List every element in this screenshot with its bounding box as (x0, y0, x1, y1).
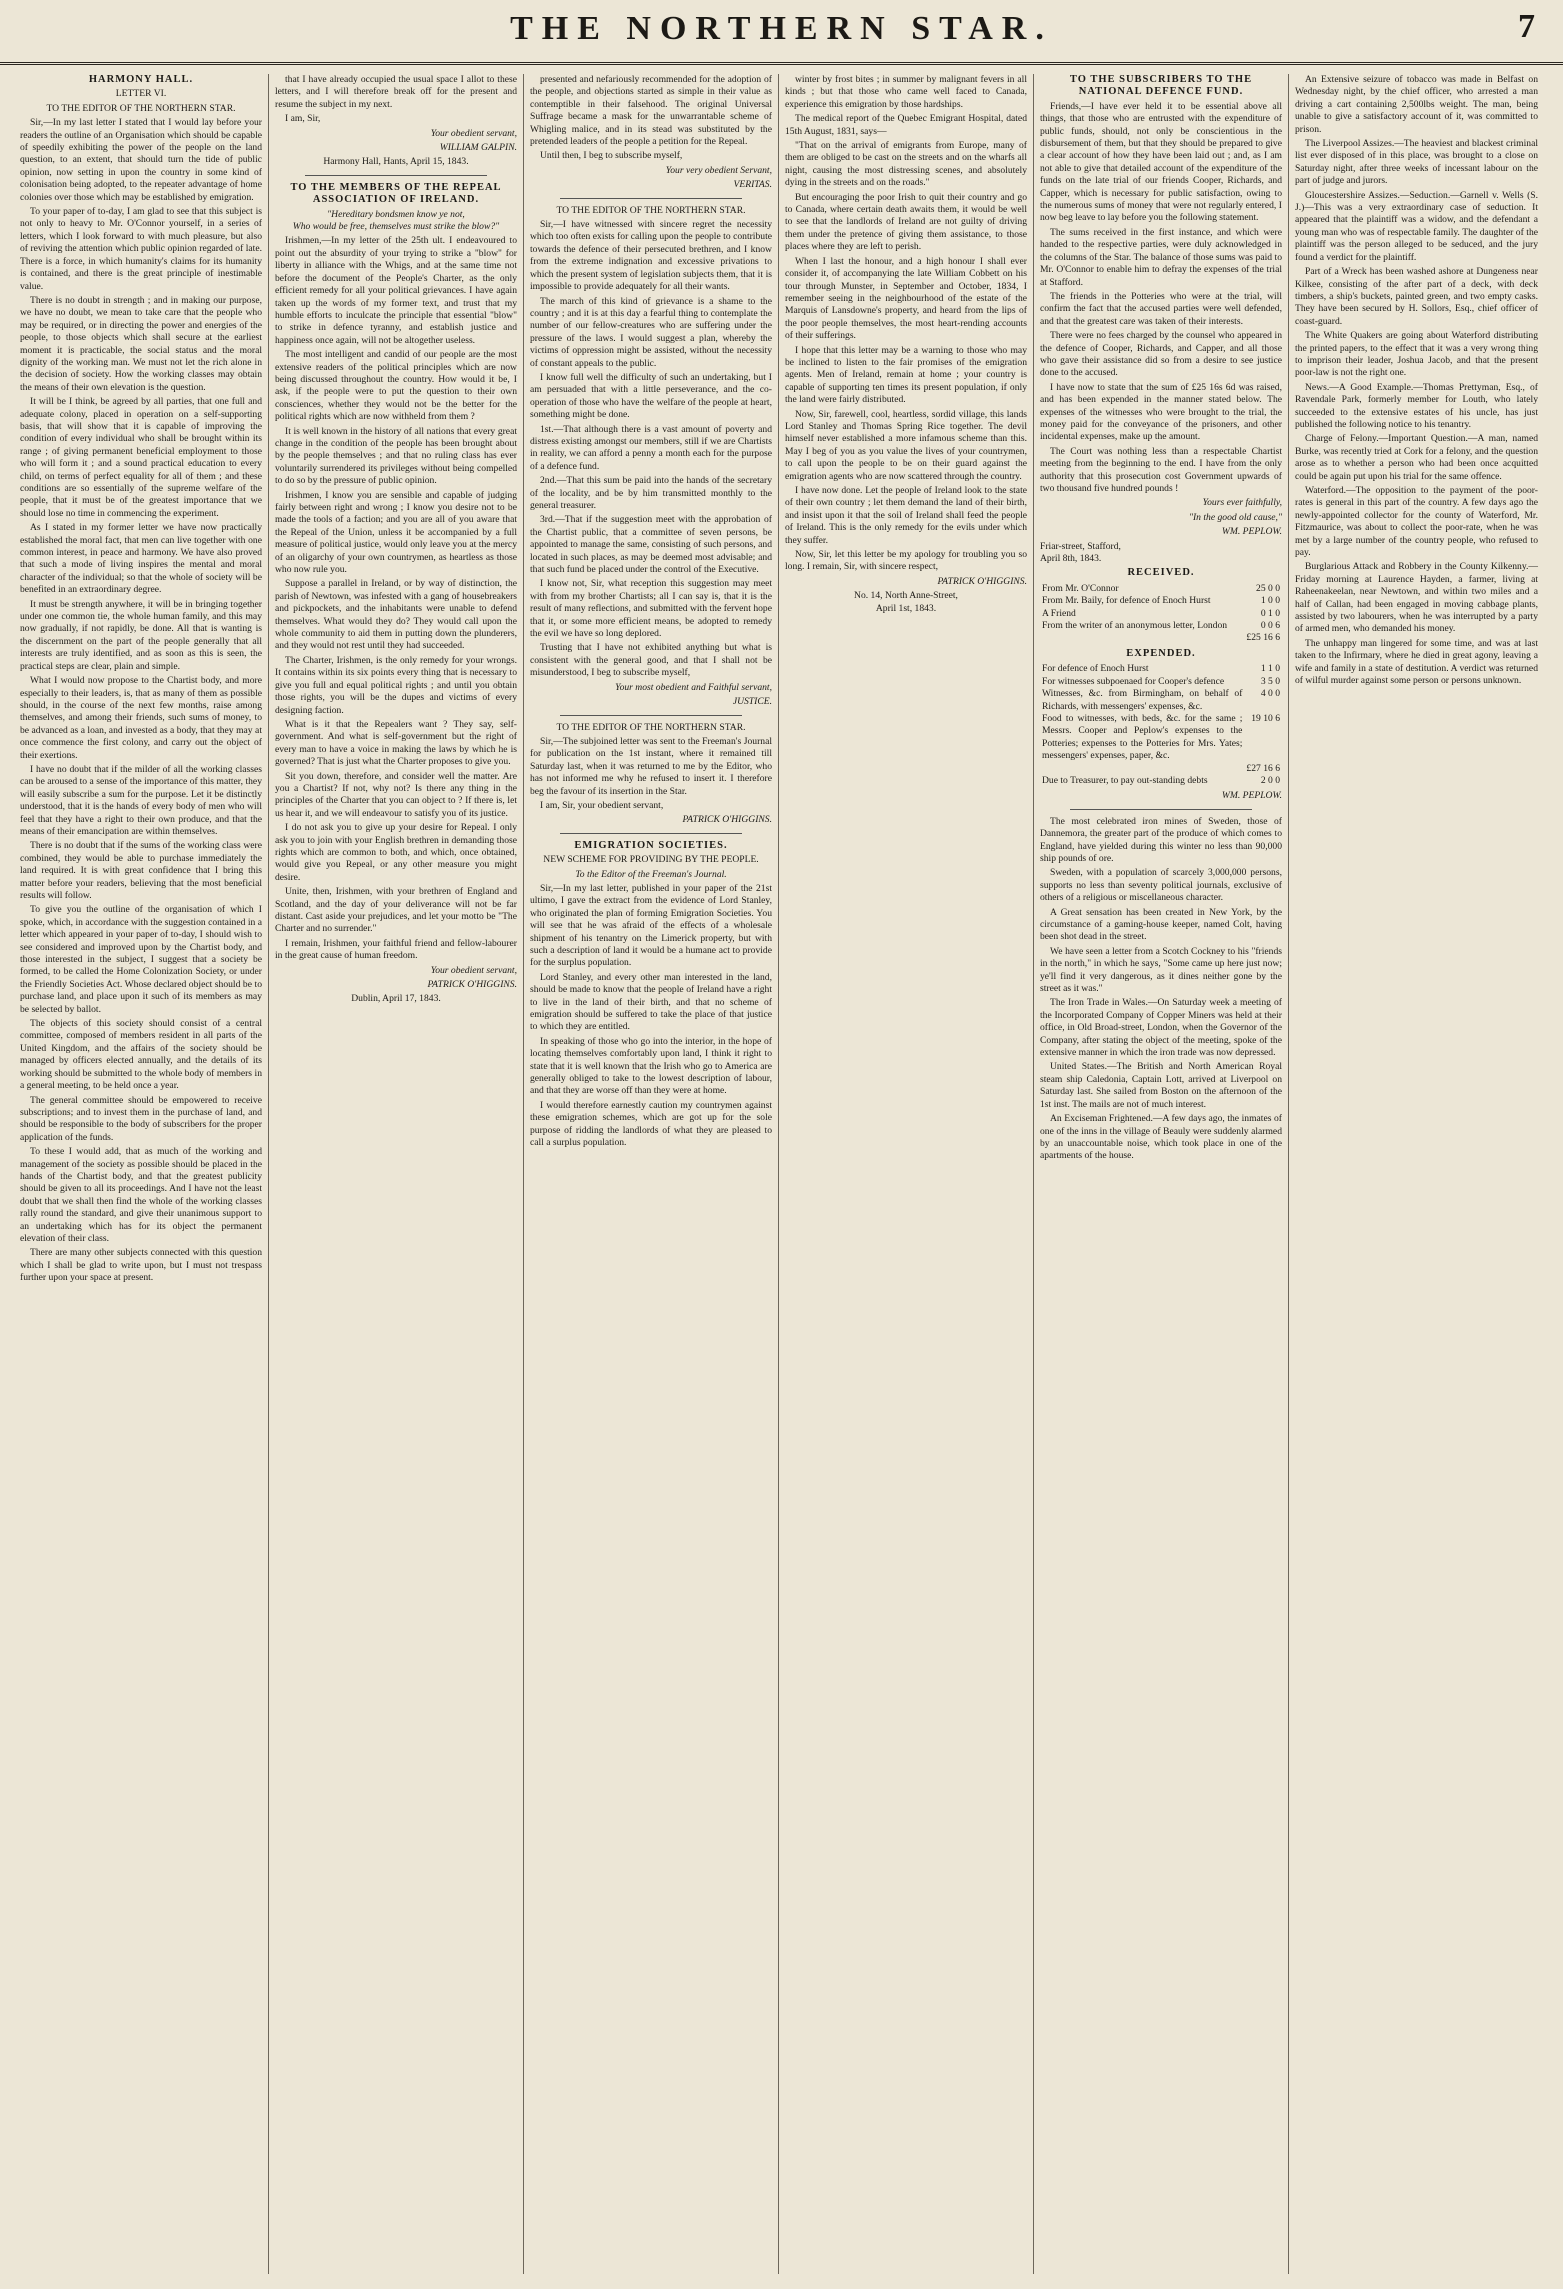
column-6 (1289, 74, 1544, 2274)
paragraph: The friends in the Potteries who were at the trial, will confirm the fact that the accused parties were well defended, and that the greatest care was taken of their interests. (1040, 290, 1282, 327)
paragraph: Lord Stanley, and every other man interested in the land, should be made to know that the people of Ireland have a right to live in the land of their birth, and that no scheme of emigration should be suffered to take the place of that justice to which they are entitled. (530, 971, 772, 1033)
item-label (1040, 632, 1242, 644)
item-amount: £27 16 6 (1246, 762, 1280, 774)
dateline: Harmony Hall, Hants, April 15, 1843. (323, 156, 469, 168)
received-heading: RECEIVED. (1127, 567, 1195, 579)
paragraph: The Charter, Irishmen, is the only remedy for your wrongs. It contains within its six points every thing that is necessary to give you full and equal political rights ; and until you obtain those rights, you will be the dupes and victims of every designing faction. (275, 654, 517, 716)
table-row (1040, 595, 1282, 607)
signature: WM. PEPLOW. (1221, 790, 1282, 802)
table-row (1040, 663, 1282, 675)
item-amount: 25 0 0 (1256, 582, 1280, 594)
item-label: Witnesses, &c. from Birmingham, on behalf of Richards, with messengers' expenses, &c. (1042, 688, 1243, 712)
article-heading: EMIGRATION SOCIETIES. (574, 839, 728, 851)
paragraph: Irishmen,—In my letter of the 25th ult. I endeavoured to point out the absurdity of your trying to strike a "blow" for liberty in alliance with the Whigs, and at the same time not before the document of the People's Charter, as the only efficient remedy for all your political grievances. I have again taken up the words of my former text, and trust that my humble efforts to inculcate the principle that essential "blow" to strike in defence tyranny, and establish justice and happiness once again, will not be altogether useless. (275, 235, 517, 346)
column-4 (779, 74, 1034, 2274)
paragraph: To give you the outline of the organisation of which I spoke, which, in accordance with the suggestion contained in a letter which appeared in your paper of to-day, I should wish to see considered and improved upon by the Chartist body, and those interested in the subject, I suggest that a society be formed, to be called the Home Colonization Society, or under the Friendly Societies Act. Whose declared object should be to purchase land, and place upon it such of its members as may be selected by ballot. (20, 904, 262, 1015)
table-row (1040, 676, 1282, 688)
paragraph: Trusting that I have not exhibited anything but what is consistent with the general good, and that I shall not be misunderstood, I beg to subscribe myself, (530, 642, 772, 679)
paragraph: The medical report of the Quebec Emigrant Hospital, dated 15th August, 1831, says— (785, 113, 1027, 137)
item-label: Food to witnesses, with beds, &c. for the same ; Messrs. Cooper and Peplow's expenses to the Potteries; expenses to the Potteries for Mrs. Yates; messengers' expenses, paper, &c. (1042, 712, 1243, 762)
column-3 (524, 74, 779, 2274)
page-columns (14, 74, 1549, 2274)
paragraph: The most celebrated iron mines of Sweden, those of Dannemora, the greater part of the produce of which comes to England, have yielded during this winter no less than 90,000 ship pounds of ore. (1040, 815, 1282, 864)
paragraph: I am, Sir, (285, 113, 321, 125)
item-amount: 3 5 0 (1260, 675, 1280, 687)
item-label: Due to Treasurer, to pay out-standing debts (1042, 774, 1208, 786)
paragraph: In speaking of those who go into the interior, in the hope of locating themselves comfortably upon land, I think it right to state that it is well known that the Irish who go to America are generally obliged to take to the lowest description of labour, and that they are worse off than they were at home. (530, 1035, 772, 1097)
closing-line: Your most obedient and Faithful servant, (615, 681, 772, 693)
paragraph: What I would now propose to the Chartist body, and more especially to their leaders, is, that as many of them as possible should, in the course of the next few months, raise among themselves, and among their friends, such sums of money, to be advanced as a loan, and invested as a body, that they may at once commence the first colony, and carry out the object of their exertions. (20, 675, 262, 761)
paragraph: The Liverpool Assizes.—The heaviest and blackest criminal list ever disposed of in this place, was brought to a close on Saturday night, after three weeks of incessant labour on the part of judge and jurors. (1295, 138, 1538, 187)
expended-heading: EXPENDED. (1126, 647, 1196, 659)
item-amount: 4 0 0 (1260, 688, 1280, 700)
article-heading: HARMONY HALL. (88, 74, 194, 85)
paragraph: Sir,—In my last letter, published in your paper of the 21st ultimo, I gave the extract from the evidence of Lord Stanley, who originated the plan of forming Emigration Societies. You will see that he was afraid of the effects of a wholesale shipment of his tenantry on the Limerick property, but with such a description of land it would be a humane act to provide for the surplus population. (530, 882, 772, 969)
paragraph: Waterford.—The opposition to the payment of the poor-rates is general in this part of the country. A few days ago the newly-appointed collector for the county of Waterford, Mr. Fitzmaurice, was about to collect the poor-rate, when he was met by a large number of the country people, who refused to pay. (1295, 485, 1538, 559)
paragraph: Sit you down, therefore, and consider well the matter. Are you a Chartist? If not, why not? Is there any thing in the principles of the Charter that you can object to ? If there is, let us hear it, and we will endeavour to satisfy you of its justice. (275, 770, 517, 819)
item-label: From Mr. Baily, for defence of Enoch Hurst (1042, 595, 1211, 607)
paragraph: Part of a Wreck has been washed ashore at Dungeness near Kilkee, consisting of the after part of a deck, with deck timbers, a ship's buckets, painted green, and two empty casks. They have been secured by H. Sollors, Esq., chief officer of coast-guard. (1295, 266, 1538, 327)
paragraph: The Iron Trade in Wales.—On Saturday week a meeting of the Incorporated Company of Copper Miners was held at their office, in Old Broad-street, London, when the Governor of the Company, after stating the object of the meeting, spoke of the extensive manner in which the iron trade was now depressed. (1040, 997, 1282, 1059)
paragraph: I do not ask you to give up your desire for Repeal. I only ask you to join with your English brethren in demanding those rights which are common to both, and which, once obtained, would give you Repeal, or any other measure you might desire. (275, 822, 517, 883)
signature: PATRICK O'HIGGINS. (937, 575, 1027, 587)
paragraph: To your paper of to-day, I am glad to see that this subject is not only to heavy to Mr. O'Connor yourself, in a series of letters, which I look forward to with much pleasure, but also of reviving the attention which public opinion regarded of late. There is a force, in which humanity's claims for its humanity is contained, and there is the great principle of inestimable value. (20, 206, 262, 292)
paragraph: But encouraging the poor Irish to quit their country and go to Canada, where certain death awaits them, it would be well to see that the landlords of Ireland are not guilty of driving them under the pretence of giving them assistance, to those places where they are left to perish. (785, 191, 1027, 253)
paragraph: that I have already occupied the usual space I allot to these letters, and I will therefore break off for the present and resume the subject in my next. (275, 74, 517, 110)
item-label: For witnesses subpoenaed for Cooper's defence (1042, 675, 1225, 687)
article-body (530, 74, 772, 163)
paragraph: As I stated in my former letter we have now practically established the moral fact, that men can live together with one common interest, in peace and harmony. We have also proved that such a mode of living inspires the mental and moral character of the individual; so that the whole of society will be benefited in an extraordinary degree. (20, 522, 262, 596)
paragraph: I know not, Sir, what reception this suggestion may meet with from my brother Chartists; all I can say is, that it is the result of many reflections, and submitted with the fervent hope that it, or some more efficient means, be adopted to remedy the evil we have so long deplored. (530, 578, 772, 640)
column-1 (14, 74, 269, 2274)
paragraph: 3rd.—That if the suggestion meet with the approbation of the Chartist public, that a committee of seven persons, be appointed to manage the same, consisting of such persons, and located in such places, as may be deemed most advisable; and that such fund be placed under the control of the Executive. (530, 514, 772, 576)
column-5 (1034, 74, 1289, 2274)
paragraph: An Exciseman Frightened.—A few days ago, the inmates of one of the inns in the village of Beauly were suddenly alarmed by an unaccountable noise, which took place in one of the apartments of the house. (1040, 1113, 1282, 1162)
paragraph: 2nd.—That this sum be paid into the hands of the secretary of the locality, and be by him transmitted monthly to the general treasurer. (530, 475, 772, 511)
paragraph: There is no doubt in strength ; and in making our purpose, we have no doubt, we mean to take care that the people who may be required, or in directing the power and energies of the people, to those objects which shall secure at the earliest moment it is practicable, the social status and the moral dignity of the working man. We must not let the rich alone in the decision of society. How the working classes may obtain the means of their own elevation is the question. (20, 294, 262, 393)
item-label: For defence of Enoch Hurst (1042, 663, 1149, 675)
paragraph: It will be I think, be agreed by all parties, that one full and adequate colony, placed in operation on a self-supporting basis, that will show that it is capable of improving the condition of every individual who shall be brought within its range ; of giving permanent beneficial employment to those who will form it ; and a sound practical education to every child, on terms of perfect equality for all of them ; and these conditions are so essentially of the supreme welfare of the people, that it must be of the greatest importance that we should lose no time in commencing the experiment. (20, 396, 262, 519)
paragraph: The general committee should be empowered to receive subscriptions; and to invest them in the purchase of land, and should be responsible to the body of subscribers for the proper application of the funds. (20, 1094, 262, 1143)
paragraph: I remain, Irishmen, your faithful friend and fellow-labourer in the great cause of human freedom. (275, 937, 517, 962)
address-line: TO THE EDITOR OF THE NORTHERN STAR. (556, 721, 746, 733)
paragraph: I have now done. Let the people of Ireland look to the state of their own country ; let them demand the land of their birth, and insist upon it that the soil of Ireland shall feed the people of Ireland. This is the only remedy for the evils under which they suffer. (785, 485, 1027, 546)
signature: JUSTICE. (732, 696, 772, 708)
paragraph: I have no doubt that if the milder of all the working classes can be aroused to a sense of the importance of this matter, they will easily subscribe a sum for the purpose. Let it be distinctly understood, that it is the hands of every body of men who will feel that they have a right to their own produce, and that the means of their emancipation are within themselves. (20, 763, 262, 837)
paragraph: "That on the arrival of emigrants from Europe, many of them are obliged to be cast on the streets and on the wharfs all night, causing the most distressing scenes, and absolutely dying in the streets and on the roads." (785, 140, 1027, 189)
article-body (1040, 101, 1282, 496)
paragraph: Sir,—In my last letter I stated that I would lay before your readers the outline of an Organisation which should be capable of speedily exhibiting the power of the people on the land question, to an extent, that should turn the tide of public opinion, now setting in upon the country in some kind of colonisation being adopted, to the repeater advantage of home colonies over those which may be established by emigration. (20, 117, 262, 203)
table-row (1040, 608, 1282, 620)
paragraph: There is no doubt that if the sums of the working class were combined, they would be able to purchase immediately the land required. It is with great confidence that I bring this matter before your readers, believing that the most beneficial results will follow. (20, 840, 262, 901)
paragraph: It is well known in the history of all nations that every great change in the condition of the people has been brought about by the people themselves ; and that no ruling class has ever voluntarily surrendered its privileges without being compelled to do so by the pressure of public opinion. (275, 425, 517, 487)
table-row (1040, 713, 1282, 763)
table-row (1040, 775, 1282, 787)
paragraph: Now, Sir, let this letter be my apology for troubling you so long. I remain, Sir, with sincere respect, (785, 549, 1027, 573)
article-body (530, 736, 772, 812)
paragraph: When I last the honour, and a high honour I shall ever consider it, of accompanying the late William Cobbett on his tour through Munster, in September and October, 1834, I remember seeing in the neighbourhood of the estate of the Marquis of Lansdowne's property, and heard from the lips of the poor people themselves, the most heart-rending accounts of their sufferings. (785, 255, 1027, 342)
paragraph: I would therefore earnestly caution my countrymen against these emigration schemes, which are got up for the sole purpose of ridding the landlords of what they are pleased to call a surplus population. (530, 1099, 772, 1149)
table-row (1040, 620, 1282, 632)
address-line: No. 14, North Anne-Street, April 1st, 1843. (854, 590, 958, 614)
paragraph: 1st.—That although there is a vast amount of poverty and distress existing amongst our members, still if we are Chartists in reality, we can afford a penny a month each for the purpose of a defence fund. (530, 423, 772, 472)
paragraph: Burglarious Attack and Robbery in the County Kilkenny.—Friday morning at Laurence Hayden, a farmer, living at Raheenakeelan, near Newtown, and within two miles and a half of Callan, had been engaged in moving cabbage plants, assisted by two labourers, when he was interrupted by a party of armed men, who demanded his money. (1295, 561, 1538, 635)
item-amount: 2 0 0 (1260, 774, 1280, 786)
paragraph: There were no fees charged by the counsel who appeared in the defence of Cooper, Richards, and Capper, and all those who gave their assistance did so from a desire to see justice done to the accused. (1040, 330, 1282, 379)
closing-line: Your obedient servant, (430, 964, 517, 976)
column-2 (269, 74, 524, 2274)
received-table (1040, 583, 1282, 645)
dateline: Dublin, April 17, 1843. (351, 993, 441, 1005)
paragraph: Sir,—I have witnessed with sincere regret the necessity which too often exists for calling upon the people to contribute towards the defence of their persecuted brethren, and I know from the extreme indignation and excessive privations to which the present system of legislation subjects them, that it is impossible to provide adequately for all their wants. (530, 219, 772, 293)
item-amount: 1 1 0 (1260, 663, 1280, 675)
motto: "In the good old cause," (1188, 511, 1282, 523)
divider (305, 175, 487, 176)
paragraph: Sweden, with a population of scarcely 3,000,000 persons, supports no less than seventy political journals, exclusive of others of a religious or miscellaneous character. (1040, 867, 1282, 904)
paragraph: Irishmen, I know you are sensible and capable of judging fairly between right and wrong ; I know you desire not to be made the tools of a faction; and you are all of you aware that the Repeal of the Union, unless it be accompanied by a full measure of political justice, would only leave you at the mercy of an oligarchy of your own countrymen, as heartless as those who now rule you. (275, 489, 517, 576)
table-row (1040, 632, 1282, 644)
article-body (275, 74, 517, 126)
paragraph: A Great sensation has been created in New York, by the circumstance of a gaming-house keeper, named Colt, having been shot dead in the street. (1040, 906, 1282, 943)
address-line: To the Editor of the Freeman's Journal. (575, 868, 727, 880)
article-body (20, 117, 262, 1284)
paragraph: News.—A Good Example.—Thomas Prettyman, Esq., of Ravendale Park, formerly member for Louth, who lately succeeded to the extensive estates of his uncle, has just published the following notice to his tenantry. (1295, 381, 1538, 430)
article-body (275, 235, 517, 962)
paragraph: winter by frost bites ; in summer by malignant fevers in all kinds ; but that those who came well faced to Canada, experience this emigration by those hardships. (785, 74, 1027, 110)
page-number: 7 (1518, 8, 1535, 45)
signature: WILLIAM GALPIN. (439, 142, 517, 154)
paragraph: Unite, then, Irishmen, with your brethren of England and Scotland, and the day of your deliverance will not be far distant. Cast aside your prejudices, and let your motto be "The Charter and no surrender." (275, 886, 517, 935)
paragraph: The White Quakers are going about Waterford distributing the printed papers, to the effect that it was a very wrong thing to imprison their leader, Joshua Jacob, and that the present poor-law is not the right one. (1295, 330, 1538, 379)
article-body (530, 219, 772, 680)
paragraph: The objects of this society should consist of a central committee, composed of members resident in all parts of the United Kingdom, and the affairs of the society should be managed by officers elected annually, and the details of its working should be submitted to the whole body of members in a general meeting, to be held once a year. (20, 1018, 262, 1092)
paragraph: The most intelligent and candid of our people are the most extensive readers of the political principles which are now being discussed throughout the country. How would it be, I ask, if the people were to put the question to their own consciences, whether they would not be the better for the political rights which are now withheld from them ? (275, 349, 517, 423)
paragraph: The Court was nothing less than a respectable Chartist meeting from the beginning to the end. I have from the only authority that this prosecution cost Government upwards of two thousand five hundred pounds ! (1040, 445, 1282, 494)
paragraph: Friends,—I have ever held it to be essential above all things, that those who are entrusted with the expenditure of public funds, should, not only be conscientious in the disbursement of them, but that they should be prepared to give a clear account of how they have been laid out ; and, as I am not able to give that detailed account of the expenditure of the funds on the late trial of our friends Cooper, Richards, and Capper, which is necessary for public satisfaction, owing to the numerous sums of money that were not regularly entered, I now beg leave to lay before you the following statement. (1040, 100, 1282, 224)
paragraph: There are many other subjects connected with this question which I shall be glad to write upon, but I must not trespass further upon your space at present. (20, 1247, 262, 1284)
article-body (785, 74, 1027, 574)
paragraph: The march of this kind of grievance is a shame to the country ; and it is at this day a fearful thing to contemplate the number of our fellow-creatures who are suffering under the pressure of the laws. I would suggest a plan, whereby the victims of oppression might be assisted, without the necessity of constant appeals to the public. (530, 295, 772, 369)
item-amount: 1 0 0 (1260, 595, 1280, 607)
article-body (530, 883, 772, 1150)
item-amount: £25 16 6 (1246, 632, 1280, 644)
paragraph: Until then, I beg to subscribe myself, (540, 150, 683, 162)
table-row (1040, 583, 1282, 595)
paragraph: I have now to state that the sum of £25 16s 6d was raised, and has been expended in the manner stated below. The expenses of the witnesses who were brought to the trial, the money paid for the conveyance of the prisoners, and other incidental expenses, make up the amount. (1040, 381, 1282, 443)
paragraph: I hope that this letter may be a warning to those who may be inclined to listen to the fair promises of the emigration agents. Men of Ireland, remain at home ; your country is capable of supporting ten times its present population, if only the land were fairly distributed. (785, 344, 1027, 406)
item-label: A Friend (1042, 607, 1076, 619)
signature: WM. PEPLOW. (1221, 526, 1282, 538)
item-amount: 19 10 6 (1251, 712, 1280, 724)
address-line: TO THE EDITOR OF THE NORTHERN STAR. (46, 102, 236, 114)
signature: VERITAS. (733, 179, 772, 191)
divider (560, 198, 742, 199)
article-subheading: LETTER VI. (115, 88, 167, 100)
article-heading: TO THE MEMBERS OF THE REPEAL ASSOCIATION OF IRELAND. (290, 181, 502, 206)
paragraph: It must be strength anywhere, it will be in bringing together under one common tie, the whole human family, and this may now gradually, if not rapidly, be done. All that is wanting is the discernment on the part of the people generally that all interests are truly identified, and as soon as this is seen, the practical steps are clear, plain and simple. (20, 598, 262, 672)
item-amount: 0 0 6 (1260, 620, 1280, 632)
paragraph: Now, Sir, farewell, cool, heartless, sordid village, this lands Lord Stanley and Thomas Spring Rice together. The devil himself never established a more infamous scheme than this. May I beg of you as you value the lives of your countrymen, to call upon the people to be on their guard against the emigration agents who are now scattered through the country. (785, 408, 1027, 482)
newspaper-title: THE NORTHERN STAR. (510, 10, 1053, 47)
divider (560, 715, 742, 716)
paragraph: The unhappy man lingered for some time, and was at last taken to the Infirmary, where he died in great agony, leaving a wife and family in a state of destitution. A verdict was returned of wilful murder against some person or persons unknown. (1295, 637, 1538, 687)
paragraph: United States.—The British and North American Royal steam ship Caledonia, Captain Lott, arrived at Liverpool on Saturday last. She sailed from Boston on the afternoon of the 1st inst. The mails are not of much interest. (1040, 1061, 1282, 1110)
news-paragraphs (1295, 74, 1538, 688)
divider (560, 833, 742, 834)
epigraph: "Hereditary bondsmen know ye not, Who would be free, themselves must strike the blow?" (292, 208, 500, 233)
dateline: Friar-street, Stafford, April 8th, 1843. (1040, 540, 1121, 565)
table-row (1040, 688, 1282, 713)
item-amount: 0 1 0 (1260, 607, 1280, 619)
masthead (0, 0, 1563, 65)
signature: PATRICK O'HIGGINS. (682, 814, 772, 826)
address-line: TO THE EDITOR OF THE NORTHERN STAR. (556, 204, 746, 216)
paragraph: To these I would add, that as much of the working and management of the society as possible should be placed in the hands of the Chartist body, and that the greatest publicity should be given to all its proceedings. And I have not the least doubt that we shall then find the whole of the working classes rally round the standard, and give their unanimous support to an undertaking which has for its object the permanent elevation of their class. (20, 1146, 262, 1244)
article-heading: TO THE SUBSCRIBERS TO THE NATIONAL DEFENCE FUND. (1069, 74, 1253, 98)
article-subheading: NEW SCHEME FOR PROVIDING BY THE PEOPLE. (543, 854, 759, 866)
paragraph: presented and nefariously recommended for the adoption of the people, and objections started as simple in their value as contemptible in their falsehood. The original Universal Suffrage became a mask for the unwarrantable scheme of Whigling malice, and in its stead was substituted by the pretended leaders of the people a petition for the Repeal. (530, 74, 772, 148)
closing-line: Yours ever faithfully, (1202, 497, 1282, 509)
closing-line: Your obedient servant, (430, 127, 517, 139)
paragraph: The sums received in the first instance, and which were handed to the respective parties, were duly acknowledged in the columns of the Star. The balance of those sums was paid to Mr. O'Connor to enable him to defray the expenses of the trial at Stafford. (1040, 226, 1282, 288)
closing-line: Your very obedient Servant, (665, 164, 772, 176)
expended-table (1040, 663, 1282, 787)
table-row (1040, 763, 1282, 775)
item-label (1040, 763, 1244, 775)
paragraph: Suppose a parallel in Ireland, or by way of distinction, the parish of Newtown, was infested with a gang of housebreakers and pickpockets, and the inhabitants were unable to defend themselves. What would they do? They would call upon the whole community to aid them in putting down the plunderers, and they would not rest until they had succeeded. (275, 578, 517, 652)
paragraph: Sir,—The subjoined letter was sent to the Freeman's Journal for publication on the 1st instant, where it remained till Saturday last, when it was returned to me by the Editor, who has not informed me why he refused to insert it. I therefore beg the favour of its insertion in the Star. (530, 735, 772, 797)
paragraph: Charge of Felony.—Important Question.—A man, named Burke, was recently tried at Cork for a felony, and the question arose as to whether a person who had been once acquitted could be again put upon his trial for the same offence. (1295, 433, 1538, 482)
paragraph: Gloucestershire Assizes.—Seduction.—Garnell v. Wells (S. J.)—This was a very extraordinary case of seduction. It appeared that the plaintiff was a widow, and the defendant a young man who was of respectable family. The daughter of the plaintiff was the person alleged to be seduced, and the jury found a verdict for the plaintiff. (1295, 189, 1538, 263)
paragraph: What is it that the Repealers want ? They say, self-government. And what is self-government but the right of every man to have a voice in making the laws by which he is governed? That is just what the Charter proposes to give you. (275, 718, 517, 768)
divider (1070, 809, 1252, 810)
signature: PATRICK O'HIGGINS. (427, 979, 517, 991)
item-label: From the writer of an anonymous letter, London (1042, 620, 1228, 632)
paragraph: I know full well the difficulty of such an undertaking, but I am persuaded that with a little perseverance, and the co-operation of those who have the welfare of the people at heart, something might be done. (530, 371, 772, 421)
news-paragraphs (1040, 816, 1282, 1163)
paragraph: We have seen a letter from a Scotch Cockney to his "friends in the north," in which he says, "Some came up here just now; ye'll find it very dangerous, as it dines neither gone by the street as it was." (1040, 945, 1282, 995)
paragraph: I am, Sir, your obedient servant, (540, 799, 664, 811)
paragraph: An Extensive seizure of tobacco was made in Belfast on Wednesday night, by the chief officer, who arrested a man driving a cart containing 2,500lbs weight. The man, being unable to give a satisfactory account of it, was committed to prison. (1295, 74, 1538, 135)
item-label: From Mr. O'Connor (1042, 582, 1119, 594)
